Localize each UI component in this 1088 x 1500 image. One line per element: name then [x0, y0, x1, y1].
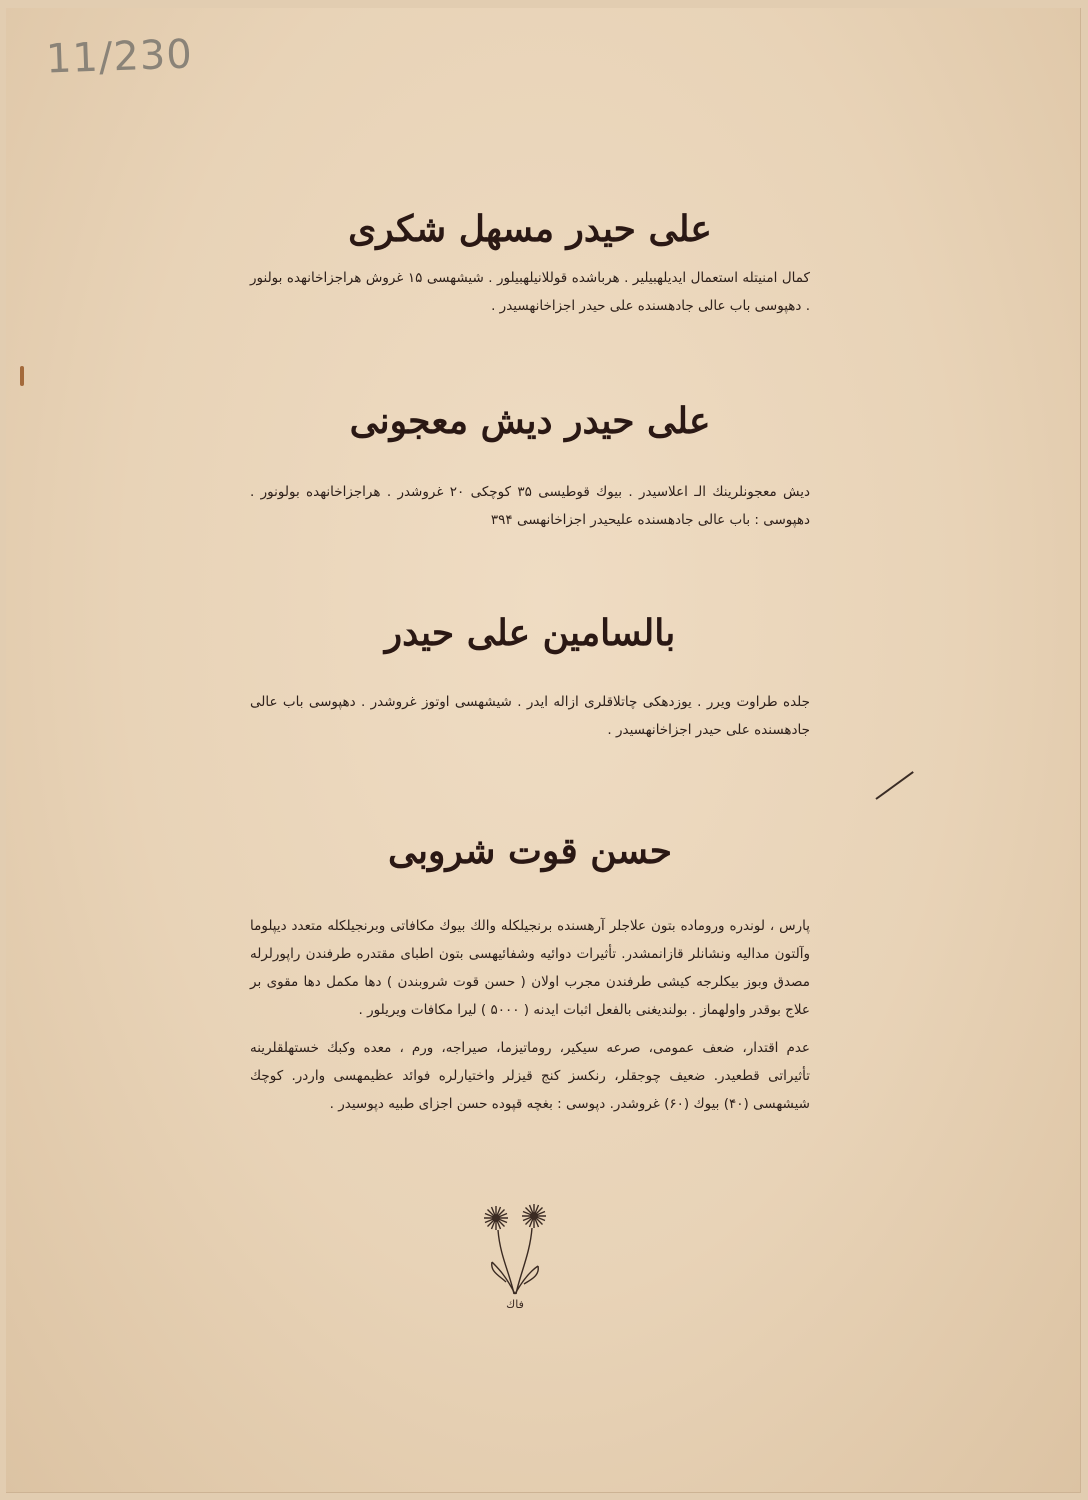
ad-toothpaste — [250, 400, 810, 544]
ad-body — [250, 264, 810, 320]
ad-hasan-syrup — [250, 830, 810, 1128]
ad-paragraph: عدم اقتدار، ضعف عمومی، صرعه سیکیر، روماتیزما، صیراجه، ورم ، معده وکبك خستهلقلرینه تأثیراتی قطعیدر. ضعیف چوجقلر، رنکسز کنج قیزلر واختیارلره فوائد عظیمهسی واردر. کوچك شیشهسی (۴۰) بیوك (۶۰) غروشدر. دپوسی : بغچه قپوده حسن اجزای طبیه دپوسیدر . — [250, 1040, 810, 1112]
ornament-label: فاك — [506, 1298, 524, 1311]
ad-paragraph: جلده طراوت ویرر . یوزدهکی چاتلاقلری ازاله ایدر . شیشهسی اوتوز غروشدر . دهپوسی باب عالی جادهسنده علی حیدر اجزاخانهسیدر . — [250, 694, 810, 738]
flower-ornament-icon — [476, 1196, 556, 1314]
ad-title: علی حیدر دیش معجونی — [349, 400, 711, 442]
ad-body — [250, 688, 810, 744]
ad-body — [250, 912, 810, 1118]
catalog-number: 11/230 — [45, 31, 194, 83]
ad-balsamine — [250, 612, 810, 754]
ink-stain — [20, 366, 24, 386]
ad-body — [250, 478, 810, 534]
ad-title: علی حیدر مسهل شکری — [348, 208, 712, 250]
ad-paragraph: پارس ، لوندره وروماده بتون علاجلر آرهسنده برنجیلکله والك بیوك مکافاتی وبرنجیلکله متعدد دیپلوما وآلتون مدالیه ونشانلر قازانمشدر. تأثیرات دوائیه وشفائیهسی بتون اطبای مقتدره طرفندن راپورلرله مصدق وبوز بیکلرجه کیشی طرفندن مجرب اولان ( حسن قوت شروبندن ) دها مکمل دها مقوی بر علاج بوقدر واولهماز . بولندیغنی بالفعل اثبات ایدنه ( ۵۰۰۰ ) لیرا مکافات ویریلور . — [250, 918, 810, 1018]
ad-paragraph: دیش معجونلرینك الـ اعلاسیدر . بیوك قوطیسی ۳۵ کوچکی ۲۰ غروشدر . هراجزاخانهده بولونور . دهپوسی : باب عالی جادهسنده علیحیدر اجزاخانهسی ۳۹۴ — [250, 484, 811, 528]
ad-title: حسن قوت شروبی — [388, 830, 672, 872]
ad-paragraph: کمال امنیتله استعمال ایدیلهبیلیر . هرباشده قوللانیلهبیلور . شیشهسی ۱۵ غروش هراجزاخانهده بولنور . دهپوسی باب عالی جادهسنده علی حیدر اجزاخانهسیدر . — [250, 270, 810, 314]
ad-laxative-sugar — [250, 208, 810, 330]
ad-title: بالسامین علی حیدر — [384, 612, 676, 654]
